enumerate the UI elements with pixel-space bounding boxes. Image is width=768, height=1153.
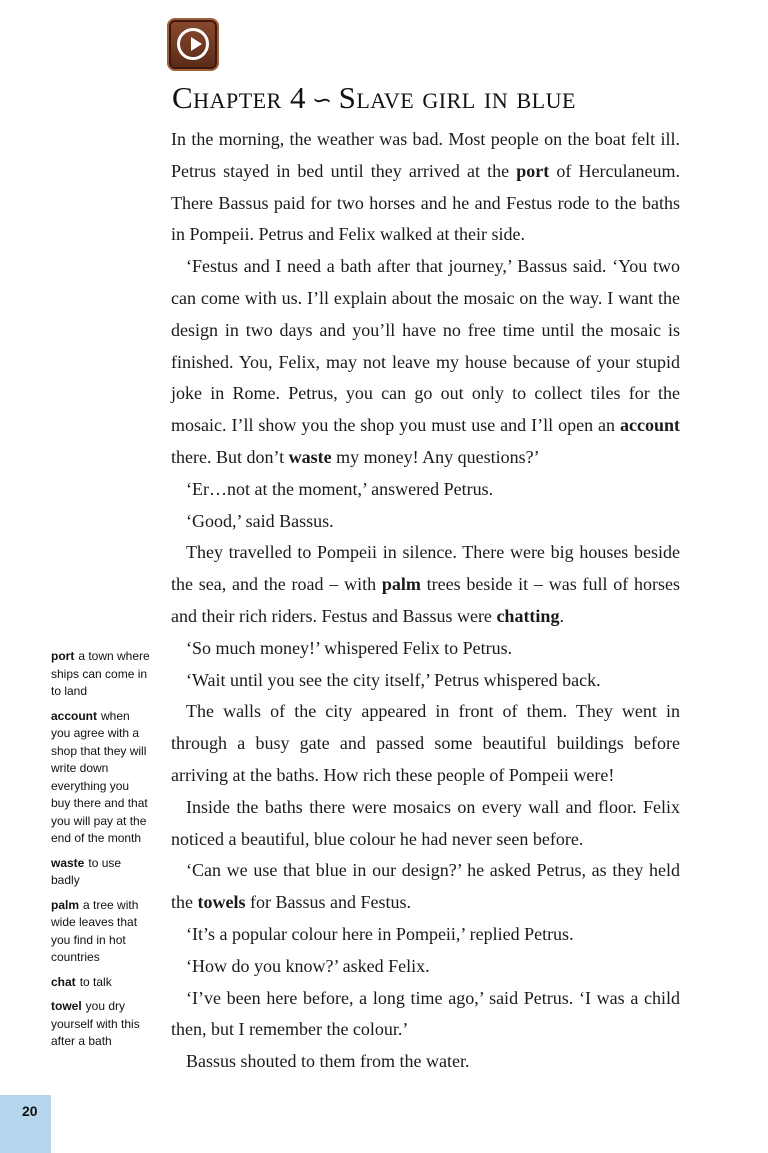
text-run: trees beside it – was full of horses and their rich riders. Festus and Bassus were xyxy=(171,574,680,626)
glossary-definition: you dry yourself with this after a bath xyxy=(51,999,140,1048)
glossary-definition: to use badly xyxy=(51,855,122,887)
text-run: of Herculaneum. There Bassus paid for two horses and he and Festus rode to the baths in Pompeii. Petrus and Felix walked at their side. xyxy=(171,160,680,245)
chapter-name: Slave girl in blue xyxy=(338,80,576,115)
chapter-number: Chapter 4 xyxy=(172,80,306,115)
glossary-word: chatting xyxy=(496,605,560,626)
text-run: my money! Any questions?’ xyxy=(331,446,540,467)
glossary-entry xyxy=(51,897,151,967)
page-number: 20 xyxy=(22,1103,38,1119)
text-run: The walls of the city appeared in front of them. They went in through a busy gate and passed some beautiful buildings before arriving at the baths. How rich these people of Pompeii were! xyxy=(171,701,680,785)
text-run: ‘So much money!’ whispered Felix to Petrus. xyxy=(186,637,513,658)
paragraph xyxy=(171,474,680,506)
paragraph xyxy=(171,665,680,697)
text-run: In the morning, the weather was bad. Most people on the boat felt ill. Petrus stayed in bed until they arrived at the xyxy=(171,129,680,181)
play-icon xyxy=(177,28,209,60)
glossary-term: chat xyxy=(51,974,76,989)
paragraph xyxy=(171,633,680,665)
chapter-title xyxy=(172,80,692,119)
glossary-entry xyxy=(51,855,151,890)
glossary-term: palm xyxy=(51,897,80,912)
paragraph xyxy=(171,1046,680,1078)
paragraph xyxy=(171,696,680,791)
glossary-term: port xyxy=(51,649,75,663)
glossary-word: account xyxy=(620,415,680,436)
glossary-word: port xyxy=(516,160,550,181)
glossary-entry xyxy=(51,648,151,701)
text-run: ‘I’ve been here before, a long time ago,’ said Petrus. ‘I was a child then, but I remember the colour.’ xyxy=(171,987,680,1040)
paragraph xyxy=(171,506,680,538)
glossary-word: towels xyxy=(197,892,246,913)
glossary-definition: a tree with wide leaves that you find in hot countries xyxy=(51,897,139,964)
glossary-definition: a town where ships can come in to land xyxy=(51,649,150,698)
paragraph xyxy=(171,537,680,632)
paragraph xyxy=(171,951,680,983)
glossary-entry xyxy=(51,974,151,992)
page-number-tab xyxy=(0,1095,51,1153)
glossary-word: waste xyxy=(288,446,332,467)
text-run: ‘Good,’ said Bassus. xyxy=(186,510,334,531)
text-run: there. But don’t xyxy=(171,446,289,467)
text-run: ‘Festus and I need a bath after that journey,’ Bassus said. ‘You two can come with us. I’ll explain about the mosaic on the way. I want the design in two days and you’ll have no free time until the mosaic is finished. You, Felix, may not leave my house because of your stupid joke in Rome. Petrus, you can go out only to collect tiles for the mosaic. I’ll show you the shop you must use and I’ll open an xyxy=(171,256,680,436)
glossary-definition: to talk xyxy=(79,974,112,989)
text-run: ‘How do you know?’ asked Felix. xyxy=(186,955,430,976)
glossary-term: towel xyxy=(51,999,82,1013)
text-run: ‘Wait until you see the city itself,’ Petrus whispered back. xyxy=(186,669,601,690)
glossary-word: palm xyxy=(381,574,421,595)
paragraph xyxy=(171,251,680,474)
glossary-term: account xyxy=(51,708,98,723)
paragraph xyxy=(171,919,680,951)
story-text xyxy=(171,124,680,1078)
text-run: Inside the baths there were mosaics on every wall and floor. Felix noticed a beautiful, blue colour he had never seen before. xyxy=(171,796,680,849)
glossary-entry xyxy=(51,708,151,848)
text-run: ‘It’s a popular colour here in Pompeii,’ replied Petrus. xyxy=(186,923,574,944)
text-run: for Bassus and Festus. xyxy=(245,892,411,913)
text-run: ‘Can we use that blue in our design?’ he asked Petrus, as they held the xyxy=(171,860,680,913)
paragraph xyxy=(171,855,680,919)
play-audio-button[interactable] xyxy=(167,18,219,71)
text-run: ‘Er…not at the moment,’ answered Petrus. xyxy=(186,478,494,499)
glossary-definition: when you agree with a shop that they will write down everything you buy there and that you will pay at the end of the month xyxy=(51,708,148,845)
text-run: Bassus shouted to them from the water. xyxy=(186,1051,470,1072)
glossary xyxy=(51,648,151,1058)
ornament-icon: ∽ xyxy=(312,88,333,114)
paragraph xyxy=(171,792,680,856)
text-run: . xyxy=(559,605,564,626)
text-run: They travelled to Pompeii in silence. There were big houses beside the sea, and the road – with xyxy=(171,542,680,595)
glossary-entry xyxy=(51,998,151,1051)
paragraph xyxy=(171,983,680,1047)
glossary-term: waste xyxy=(51,855,85,870)
paragraph xyxy=(171,124,680,251)
